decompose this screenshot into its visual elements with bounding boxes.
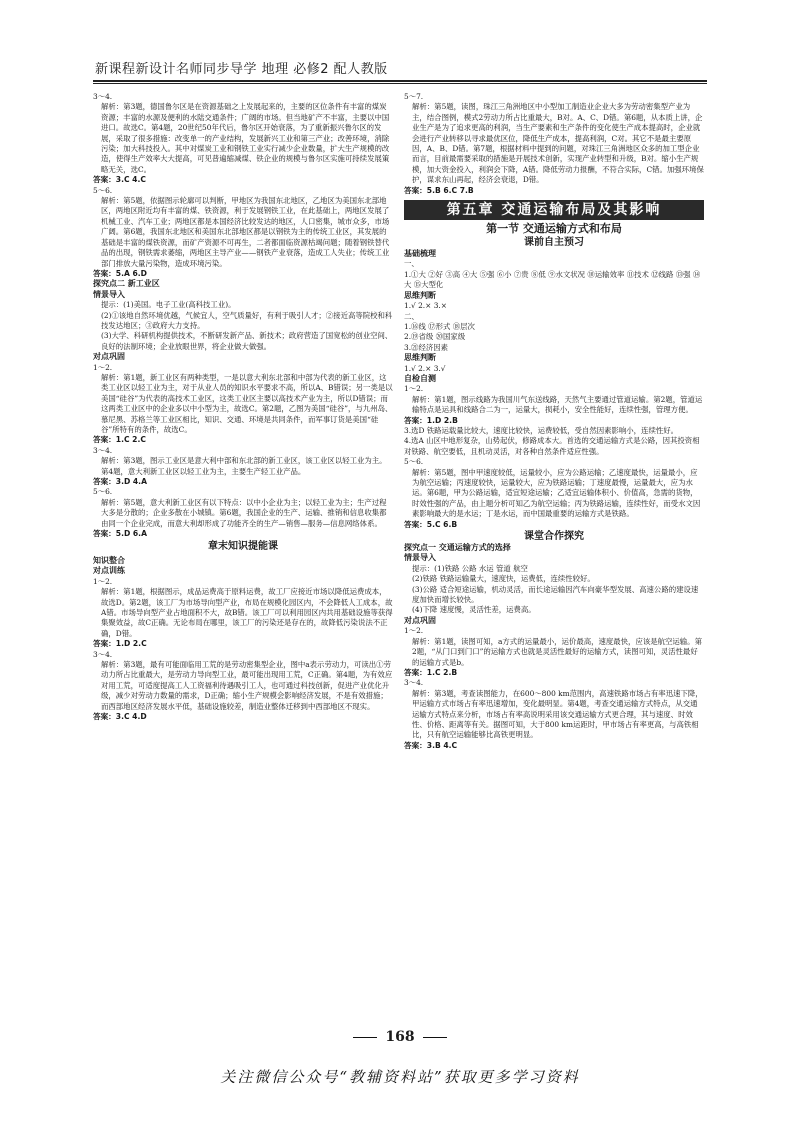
- text-line: 3.选D 铁路运载量比较大，速度比较快，运费较低，受自然因素影响小，连续性好。: [404, 425, 679, 435]
- text-line: 1～2.: [93, 576, 113, 586]
- text-line: 解析：第3题，考查读图能力，在600～800 km范围内，高速铁路市场占有率迅速下降，甲运输方式市场占有率迅速增加，变化最明显。第4题，考查交通运输方式特点，从交通运输方式特点来分析，市场占有率高说明采用该交通运输方式更合理，其与速度、时效性、价格、距离等有关。据图可知，大于800 km运距时，甲市场占有率更高，与高铁相比，只有航空运输能够比高铁更明显。: [412, 688, 703, 740]
- text-line: 情景导入: [93, 289, 125, 299]
- text-line: 提示：(1)美国。电子工业(高科技工业)。: [101, 300, 236, 310]
- text-line: 解析：第3题，德国鲁尔区是在资源基础之上发展起来的，主要的区位条件有丰富的煤炭资源；丰富的水源及便利的水陆交通条件；广阔的市场。但当地矿产不丰富，主要以中国进口。故选C。第4题，20世纪50年代后，鲁尔区开始衰落，为了重新振兴鲁尔区的发展，采取了很多措施：改变单一的产业结构，发展新兴工业和第三产业；改善环境，消除污染；加大科技投入。其中对煤炭工业和钢铁工业实行减少企业数量，扩大生产规模的改造，使得生产效率大大提高，可见普遍缩减煤、铁企业的规模与鲁尔区实施可持续发展策略无关，选C。: [101, 102, 390, 174]
- text-line: 提示：(1)铁路 公路 水运 管道 航空: [412, 563, 528, 573]
- text-line: 5～6.: [404, 457, 424, 467]
- text-line: 章末知识提能课: [208, 541, 278, 553]
- text-line: 答案：3.B 4.C: [404, 740, 458, 750]
- text-line: 解析：第3题，图示工业区是意大利中部和东北部的新工业区，该工业区以轻工业为主。第4题，意大利新工业区以轻工业为主，主要生产轻工业产品。: [101, 456, 387, 476]
- text-line: 答案：3.D 4.A: [93, 477, 147, 487]
- text-line: 答案：5.D 6.A: [93, 529, 147, 539]
- header-rule: [93, 80, 707, 82]
- text-line: 答案：1.C 2.C: [93, 435, 146, 445]
- text-line: 1～2.: [404, 384, 424, 394]
- text-line: 思维判断: [404, 353, 436, 363]
- text-line: 知识整合: [93, 555, 125, 565]
- text-line: 基础梳理: [404, 249, 436, 259]
- text-line: 对点训练: [93, 566, 125, 576]
- text-line: (3)大学、科研机构提供技术，不断研发新产品、新技术；政府营造了国宽松的创业空间、良好的法制环境；企业放眼世界，将企业做大做强。: [101, 331, 393, 351]
- text-line: 5～7.: [404, 92, 424, 101]
- text-line: 答案：3.C 4.D: [93, 711, 147, 721]
- text-line: 解析：第5题，读图，珠江三角洲地区中小型加工制造业企业大多为劳动密集型产业为主，结合图例，模式2劳动力所占比重最大，B对。A、C、D错。第6题，从本质上讲，企业生产是为了追求更高的利润，当生产要素和生产条件的变化使生产成本提高时，企业就会进行产业转移以寻求最优区位，降低生产成本，提高利润，C对。其它不是最主要原因，A、B、D错。第7题，根据材料中提到的问题，对珠江三角洲地区众多的加工型企业而言，目前最需要采取的措施是开展技术创新，实现产业转型和升级，B对。缩小生产规模，加大资金投入，利润会下降，A错。降低劳动力报酬，不符合实际，C错。加强环境保护，谋求东山再起，经济会衰退，D错。: [412, 102, 704, 185]
- text-line: 自检自测: [404, 373, 436, 383]
- text-line: 4.选A 山区中地形复杂，山势起伏，修路成本大。首选的交通运输方式是公路，因其投资相对铁路、航空要低，且机动灵活，对各种自然条件适应性强。: [404, 436, 700, 456]
- text-line: 3～4.: [404, 678, 424, 688]
- text-line: 第一节 交通运输方式和布局: [486, 222, 622, 236]
- page-number: [0, 1029, 800, 1045]
- text-line: 答案：1.D 2.B: [404, 415, 458, 425]
- text-line: 1.√ 2.× 3.√: [404, 363, 446, 373]
- text-line: 1.√ 2.× 3.×: [404, 301, 447, 311]
- text-line: 课前自主预习: [524, 237, 584, 249]
- text-line: 解析：第5题，意大利新工业区有以下特点：以中小企业为主；以轻工业为主；生产过程大多是分散的；企业多散在小城镇。第6题，我国企业的生产、运输、推销和信息收集都由同一个企业完成，而意大利却形成了功能齐全的生产—销售—服务—信息网络体系。: [101, 497, 387, 528]
- text-line: 课堂合作探究: [524, 531, 584, 543]
- text-line: 5～6.: [93, 487, 113, 497]
- text-line: 思维判断: [404, 290, 436, 300]
- text-line: 1.⑯线 ⑰形式 ⑱层次: [404, 321, 475, 331]
- text-line: 解析：第5题，图中甲速度较低，运量较小，应为公路运输；乙速度最快，运量最小，应为航空运输；丙速度较快，运量较大，应为铁路运输；丁速度最慢，运量最大，应为水运。第6题，甲为公路运输，适宜短途运输；乙适宜运输体积小、价值高，急需的货物，时效性强的产品，由上题分析可知乙为航空运输；丙为铁路运输，连续性好，而受水文因素影响最大的是水运；丁是水运，而中国最重要的运输方式是铁路。: [412, 467, 701, 519]
- text-line: 探究点二 新工业区: [93, 279, 160, 289]
- text-line: 解析：第1题，读图可知，a方式的运量最小，运价最高，速度最快，应该是航空运输。第2题，“从门口到门口”的运输方式也就是灵活性最好的运输方式，读图可知，灵活性最好的运输方式是b。: [412, 636, 702, 667]
- text-line: (3)公路 适合短途运输，机动灵活，而长途运输因汽车向豪华型发展、高速公路的建设速度加快而增长较快。: [412, 584, 699, 605]
- text-line: 5～6.: [93, 185, 113, 195]
- text-line: 2.⑲省级 ⑳国家级: [404, 332, 466, 342]
- text-line: 答案：1.D 2.C: [93, 639, 147, 649]
- page-number-text: 168: [385, 1029, 415, 1045]
- text-line: (2)铁路 铁路运输量大，速度快，运费低，连续性较好。: [412, 574, 595, 584]
- text-line: 3～4.: [93, 445, 113, 455]
- text-line: 答案：5.C 6.B: [404, 519, 458, 529]
- text-line: 答案：5.A 6.D: [93, 268, 147, 278]
- footer-note: 关注微信公众号“教辅资料站”获取更多学习资料: [220, 1068, 580, 1086]
- text-line: 解析：第1题，图示线路为我国川气东送线路，天然气主要通过管道运输。第2题，管道运输特点是运具和线路合二为一，运量大，损耗小，安全性能好，连续性强，管理方便。: [412, 394, 703, 415]
- right-column: [404, 92, 704, 751]
- text-line: 解析：第3题，最有可能面临用工荒的是劳动密集型企业，图中a表示劳动力，可读出①劳动力所占比重最大，是劳动力导向型工业，最可能出现用工荒，C正确。第4题，为有效应对用工荒，可适度提高工人工资福利待遇吸引工人，也可通过科技创新，促进产业优化升级，减少对劳动力数量的需求，D正确；缩小生产规模会影响经济发展，不是有效措施；而西部地区经济发展水平低，基础设施较差，制造业整体迁移到中西部地区不现实。: [101, 659, 393, 711]
- text-line: 解析：第1题，根据图示，成品运费高于原料运费，故工厂应接近市场以降低运费成本，故选D。第2题，该工厂为市场导向型产业，布局在规模化园区内，不会降低人工成本，故A错。市场导向型产业占地面积不大，故B错。该工厂可以利用园区内共用基础设施等获得集聚效益，故C正确。无论布局在哪里，该工厂的污染还是存在的，故降低污染说法不正确，D错。: [101, 587, 393, 638]
- text-line: (4)下降 速度慢，灵活性差，运费高。: [412, 605, 536, 615]
- text-line: 答案：3.C 4.C: [93, 175, 146, 185]
- text-line: 对点巩固: [404, 615, 436, 625]
- text-line: 1～2.: [404, 626, 424, 636]
- text-line: 解析：第5题，依据图示轮廓可以判断，甲地区为我国东北地区，乙地区为美国东北部地区，两地区附近均有丰富的煤、铁资源，利于发展钢铁工业，在此基础上，两地区发展了机械工业、汽车工业；两地区都是本国经济比较发达的地区，人口密集，城市众多，市场广阔。第6题，我国东北地区和美国东北部地区都是以钢铁为主的传统工业区，其发展的基础是丰富的煤铁资源，而矿产资源不可再生，二者都面临资源枯竭问题；随着钢铁替代品的出现，钢铁需求萎缩，两地区主导产业——钢铁产业衰落，造成工人失业；传统工业部门排放大量污染物，造成环境污染。: [101, 196, 390, 268]
- text-line: 3～4.: [93, 92, 113, 101]
- text-line: 1.①大 ②好 ③高 ④大 ⑤强 ⑥小 ⑦贵 ⑧低 ⑨水文状况 ⑩运输效率 ⑪技术 ⑫线路 ⑬强 ⑭大 ⑮大型化: [404, 269, 701, 290]
- text-line: 解析：第1题，新工业区有两种类型，一是以意大利东北部和中部为代表的新工业区，这类工业区以轻工业为主，对于从业人员的知识水平要求不高，所以A、B错误；另一类是以美国“硅谷”为代表的高技术工业区，这类工业区主要以高技术产业为主，所以D错误；而这两类工业区中的企业多以中小型为主，故选C。第2题，乙图为美国“硅谷”，与九州岛、慕尼黑、苏格兰等工业区相比，知识、交通、环境是共同条件，而军事订货是美国“硅谷”所特有的条件，故选C。: [101, 372, 393, 434]
- text-line: 一、: [404, 259, 419, 269]
- text-line: 对点巩固: [93, 352, 125, 362]
- text-line: 二、: [404, 311, 419, 321]
- text-line: 1～2.: [93, 362, 113, 372]
- text-line: 3～4.: [93, 649, 113, 659]
- text-line: 第五章 交通运输布局及其影响: [404, 200, 704, 220]
- text-line: 情景导入: [404, 553, 436, 563]
- text-line: 探究点一 交通运输方式的选择: [404, 543, 511, 553]
- page-number-dash-right: [423, 1037, 447, 1038]
- page-header: 新课程新设计名师同步导学 地理 必修2 配人教版: [95, 62, 388, 77]
- page-number-dash-left: [353, 1037, 377, 1038]
- left-column: [93, 92, 393, 722]
- text-line: 3.㉑经济因素: [404, 342, 449, 352]
- text-line: 答案：1.C 2.B: [404, 667, 458, 677]
- header-rule-thin: [93, 83, 707, 84]
- text-line: (2)①该地自然环境优越，气候宜人，空气质量好，有利于吸引人才；②接近高等院校和科技发达地区；③政府大力支持。: [101, 310, 393, 330]
- text-line: 答案：5.B 6.C 7.B: [404, 185, 474, 195]
